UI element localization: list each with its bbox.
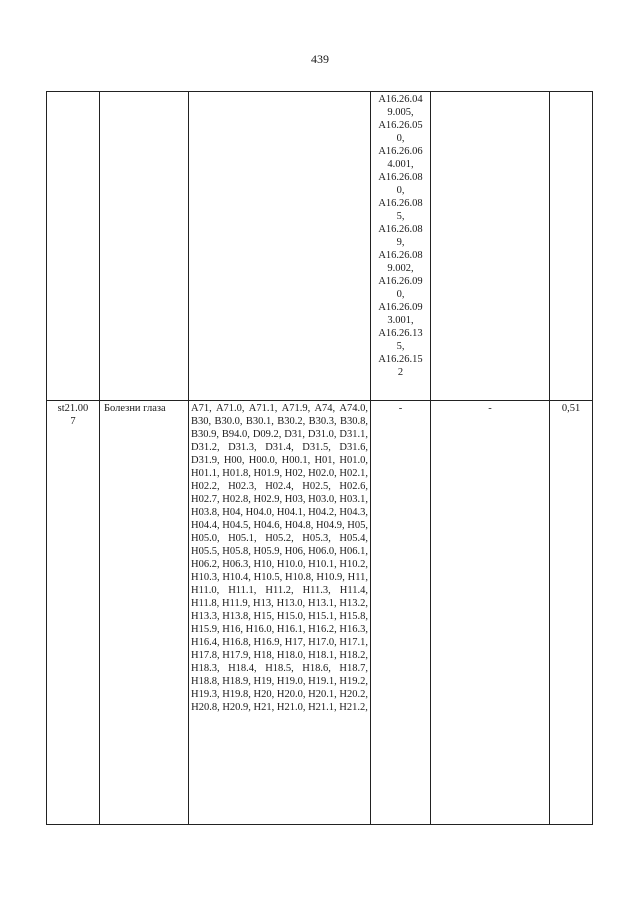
- kpg-code-line-2: 7: [70, 416, 76, 427]
- procedure-code-line: 9,: [396, 237, 405, 248]
- procedure-code-line: A16.26.09: [378, 276, 423, 287]
- procedure-code-line: 2: [397, 367, 404, 378]
- procedure-code-line: 9.002,: [387, 263, 414, 274]
- cell-empty-code: [47, 92, 100, 401]
- procedure-code-line: 5,: [396, 341, 405, 352]
- procedure-code-line: 0,: [396, 289, 405, 300]
- cell-empty-coefficient: [550, 92, 593, 401]
- cell-procedures: -: [371, 401, 431, 825]
- procedure-code-line: 4.001,: [387, 159, 414, 170]
- tariff-table: [46, 91, 593, 825]
- cell-empty-diagnoses: [189, 92, 371, 401]
- procedure-code-line: A16.26.04: [378, 94, 423, 105]
- kpg-code-line-1: st21.00: [57, 403, 89, 414]
- cell-diagnosis-codes: A71, A71.0, A71.1, A71.9, A74, A74.0, B30, B30.0, B30.1, B30.2, B30.3, B30.8, B30.9, B94.0, D09.2, D31, D31.0, D31.1, D31.2, D31.3, D31.4, D31.5, D31.6, D31.9, H00, H00.0, H00.1, H01, H01.0, H01.1, H01.8, H01.9, H02, H02.0, H02.1, H02.2, H02.3, H02.4, H02.5, H02.6, H02.7, H02.8, H02.9, H03, H03.0, H03.1, H03.8, H04, H04.0, H04.1, H04.2, H04.3, H04.4, H04.5, H04.6, H04.8, H04.9, H05, H05.0, H05.1, H05.2, H05.3, H05.4, H05.5, H05.8, H05.9, H06, H06.0, H06.1, H06.2, H06.3, H10, H10.0, H10.1, H10.2, H10.3, H10.4, H10.5, H10.8, H10.9, H11, H11.0, H11.1, H11.2, H11.3, H11.4, H11.8, H11.9, H13, H13.0, H13.1, H13.2, H13.3, H13.8, H15, H15.0, H15.1, H15.8, H15.9, H16, H16.0, H16.1, H16.2, H16.3, H16.4, H16.8, H16.9, H17, H17.0, H17.1, H17.8, H17.9, H18, H18.0, H18.1, H18.2, H18.3, H18.4, H18.5, H18.6, H18.7, H18.8, H18.9, H19, H19.0, H19.1, H19.2, H19.3, H19.8, H20, H20.0, H20.1, H20.2, H20.8, H20.9, H21, H21.0, H21.1, H21.2,: [189, 401, 371, 825]
- cell-empty-name: [100, 92, 189, 401]
- cell-kpg-name: Болезни глаза: [100, 401, 189, 825]
- table-row: [47, 401, 593, 825]
- table-row-continuation: [47, 92, 593, 401]
- procedure-code-line: 3.001,: [387, 315, 414, 326]
- cell-kpg-code: [47, 401, 100, 825]
- procedure-code-line: 9.005,: [387, 107, 414, 118]
- cell-procedure-codes: [371, 92, 431, 401]
- procedure-code-line: A16.26.13: [378, 328, 423, 339]
- procedure-code-line: 5,: [396, 211, 405, 222]
- procedure-code-line: A16.26.05: [378, 120, 423, 131]
- cell-coefficient: 0,51: [550, 401, 593, 825]
- procedure-code-line: A16.26.08: [378, 198, 423, 209]
- page-number: 439: [311, 52, 329, 66]
- cell-other-criteria: -: [431, 401, 550, 825]
- procedure-code-line: A16.26.08: [378, 224, 423, 235]
- procedure-code-line: A16.26.08: [378, 172, 423, 183]
- procedure-code-line: A16.26.15: [378, 354, 423, 365]
- procedure-code-line: A16.26.09: [378, 302, 423, 313]
- cell-empty-criteria: [431, 92, 550, 401]
- procedure-code-line: 0,: [396, 185, 405, 196]
- procedure-code-line: 0,: [396, 133, 405, 144]
- procedure-code-line: A16.26.06: [378, 146, 423, 157]
- procedure-code-line: A16.26.08: [378, 250, 423, 261]
